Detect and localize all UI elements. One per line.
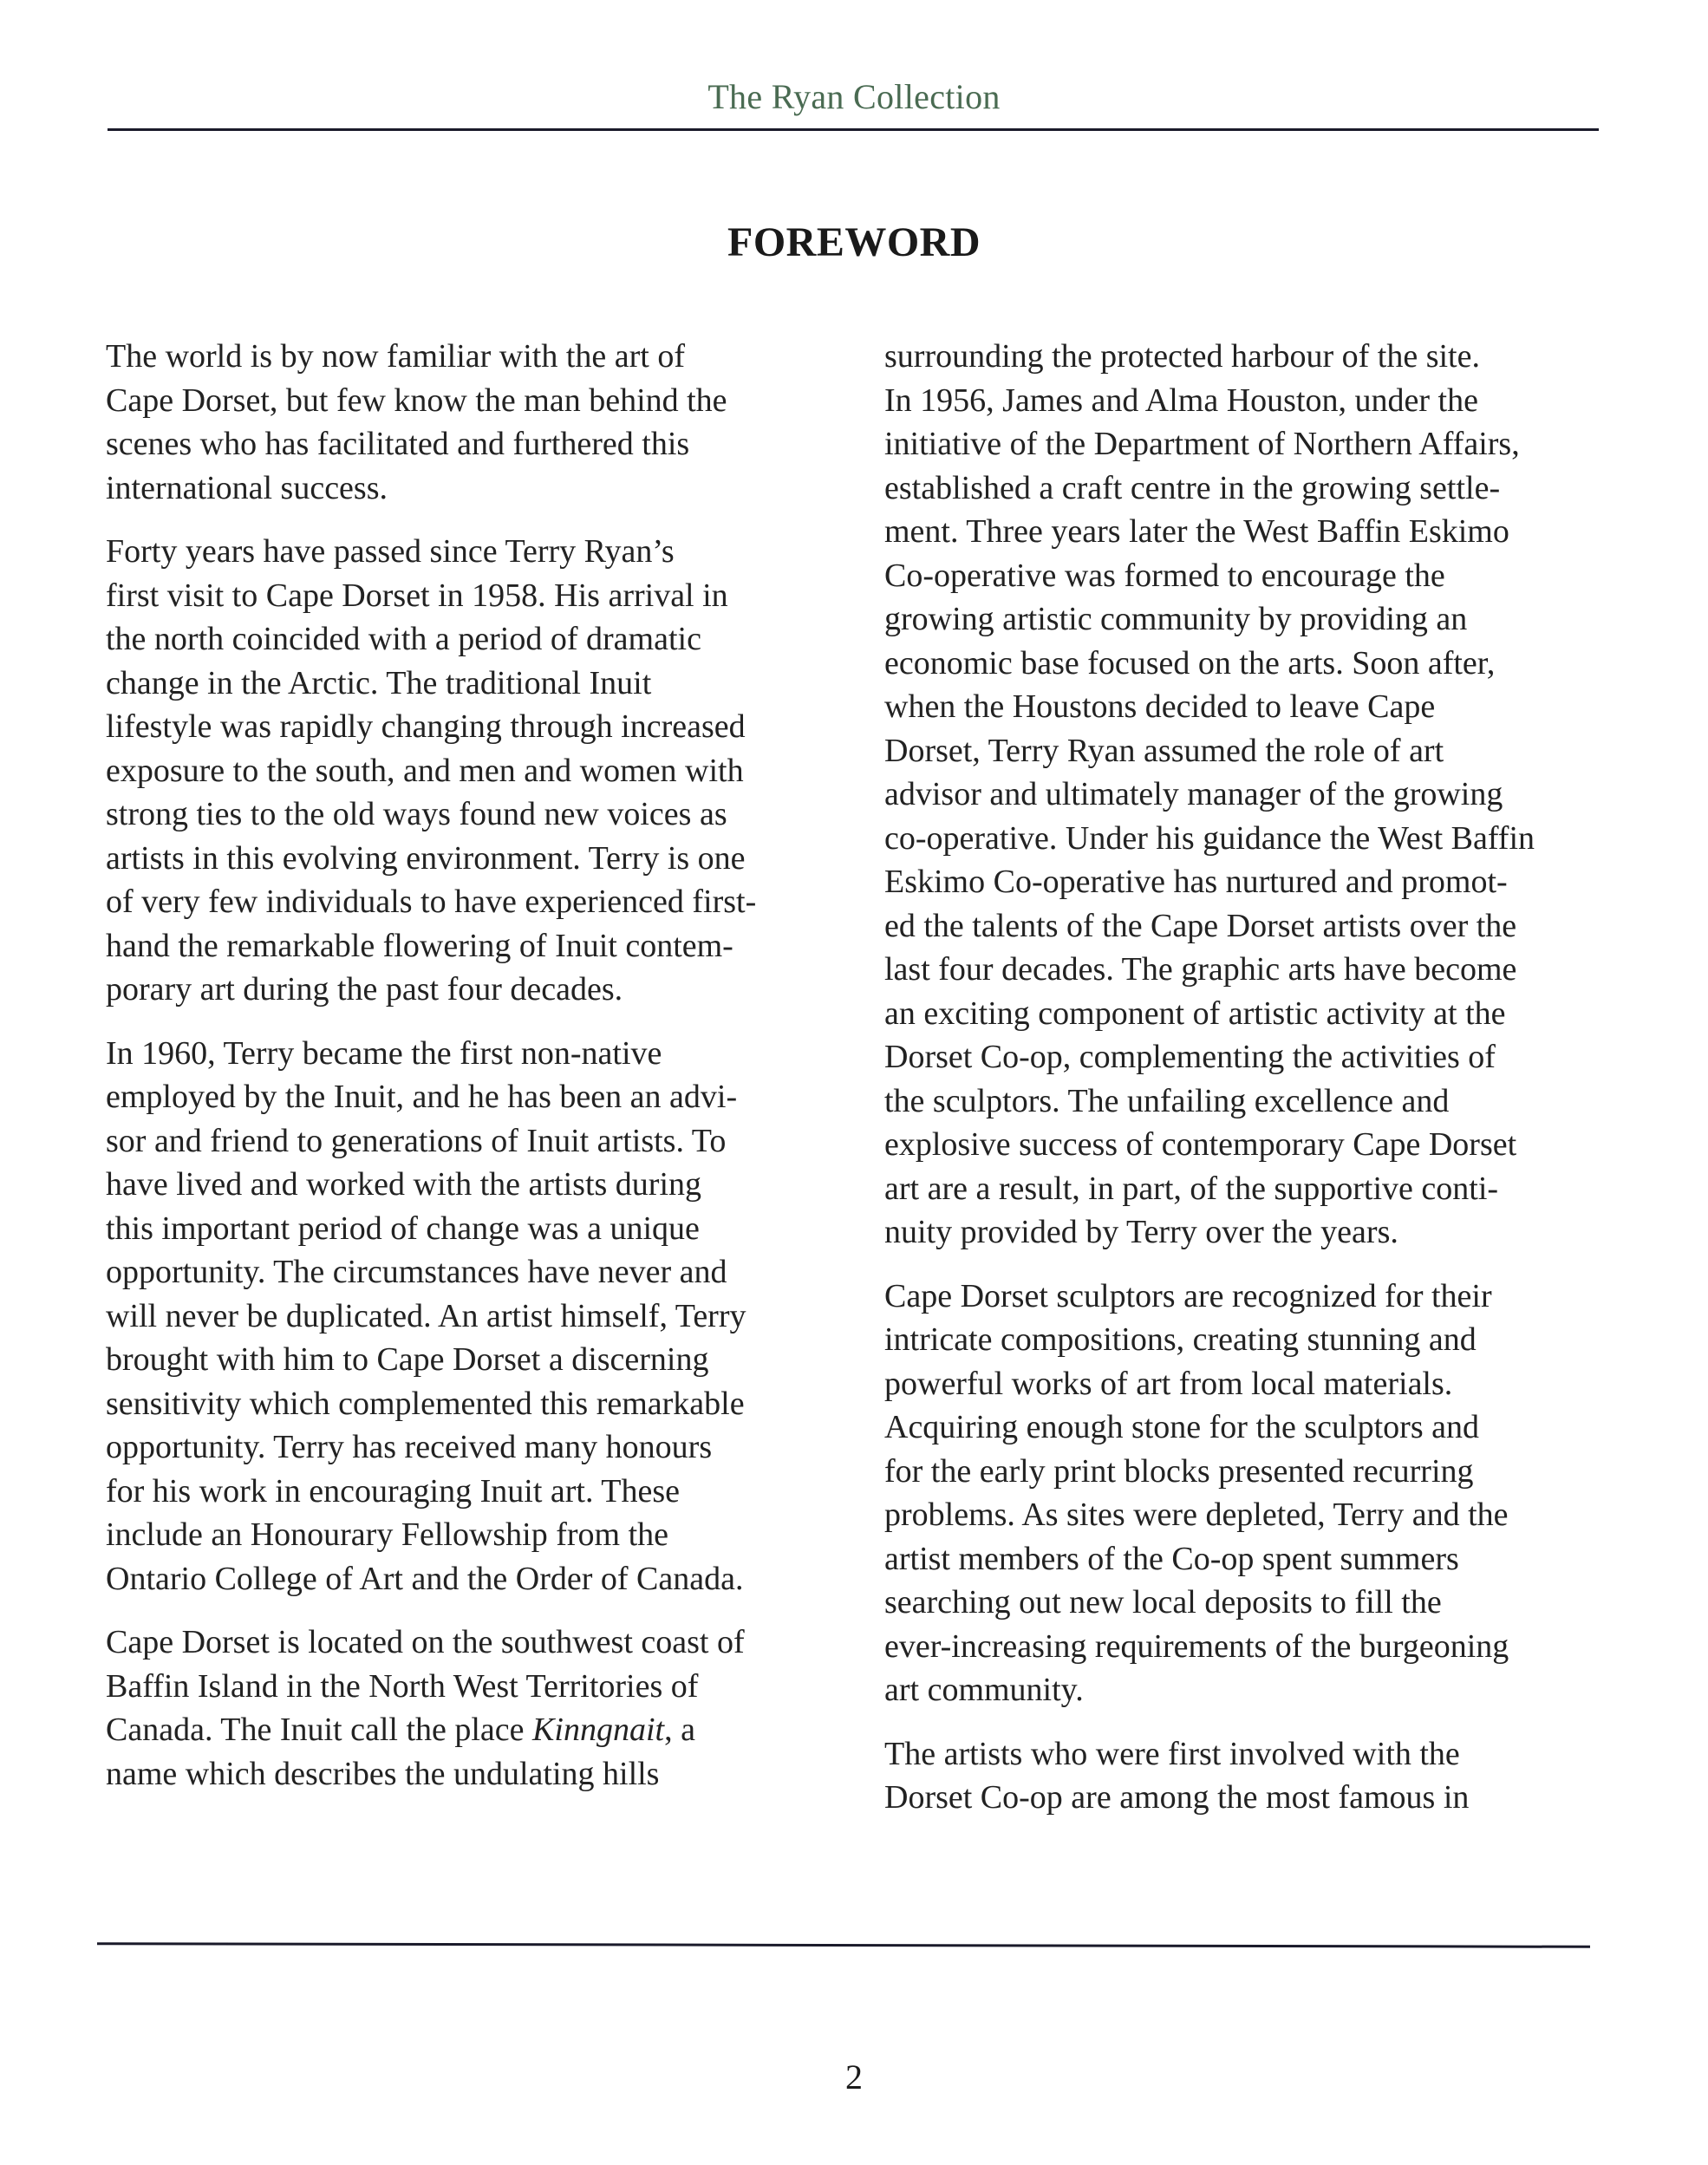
footer-rule bbox=[97, 1942, 1590, 1948]
left-column bbox=[106, 335, 825, 1816]
text-line: In 1956, James and Alma Houston, under the bbox=[884, 381, 1478, 419]
text-line: Forty years have passed since Terry Ryan’s bbox=[106, 533, 675, 570]
text-line: ever-increasing requirements of the burgeoning bbox=[884, 1627, 1509, 1665]
text-line: Cape Dorset sculptors are recognized for their bbox=[884, 1277, 1492, 1314]
text-line: last four decades. The graphic arts have become bbox=[884, 951, 1517, 988]
text-line: In 1960, Terry became the first non-native bbox=[106, 1034, 662, 1072]
italic-place-name: Kinngnait bbox=[532, 1712, 665, 1748]
text-line: exposure to the south, and men and women with bbox=[106, 752, 744, 789]
text-line: an exciting component of artistic activity at the bbox=[884, 994, 1506, 1032]
text-line: employed by the Inuit, and he has been an advi- bbox=[106, 1079, 738, 1115]
text-line: initiative of the Department of Northern Affairs, bbox=[884, 426, 1520, 462]
text-line: surrounding the protected harbour of the site. bbox=[884, 338, 1480, 375]
text-line: Dorset, Terry Ryan assumed the role of art bbox=[884, 732, 1444, 769]
text-line: artists in this evolving environment. Terry is one bbox=[106, 839, 746, 877]
text-line: explosive success of contemporary Cape Dorset bbox=[884, 1126, 1517, 1163]
text-line: established a craft centre in the growing settle- bbox=[884, 469, 1501, 506]
text-line: Cape Dorset, but few know the man behind the bbox=[106, 381, 727, 419]
text-line: searching out new local deposits to fill the bbox=[884, 1584, 1442, 1620]
text-line: change in the Arctic. The traditional Inuit bbox=[106, 664, 652, 701]
text-line: Ontario College of Art and the Order of Canada. bbox=[106, 1560, 744, 1597]
text-line: when the Houstons decided to leave Cape bbox=[884, 688, 1436, 725]
text-line: for the early print blocks presented recurring bbox=[884, 1452, 1474, 1490]
text-line: for his work in encouraging Inuit art. These bbox=[106, 1472, 681, 1510]
text-line: porary art during the past four decades. bbox=[106, 971, 623, 1008]
text-line: co-operative. Under his guidance the West Baffin bbox=[884, 819, 1535, 857]
text-line: sensitivity which complemented this remarkable bbox=[106, 1385, 745, 1422]
text-line: brought with him to Cape Dorset a discerning bbox=[106, 1341, 709, 1378]
text-line: name which describes the undulating hills bbox=[106, 1755, 660, 1792]
text-line: of very few individuals to have experienced first- bbox=[106, 884, 757, 920]
paragraph bbox=[884, 1275, 1604, 1712]
text-line bbox=[106, 1708, 825, 1752]
header-rule bbox=[108, 128, 1599, 131]
text-line: the north coincided with a period of dramatic bbox=[106, 621, 701, 657]
paragraph bbox=[884, 335, 1604, 1255]
text-line: problems. As sites were depleted, Terry and the bbox=[884, 1497, 1509, 1533]
text-line: advisor and ultimately manager of the growing bbox=[884, 776, 1503, 812]
paragraph bbox=[106, 1620, 825, 1796]
text-line: lifestyle was rapidly changing through increased bbox=[106, 708, 746, 745]
text-line: Cape Dorset is located on the southwest coast of bbox=[106, 1624, 745, 1660]
text-line: opportunity. Terry has received many honours bbox=[106, 1429, 713, 1465]
text-line: the sculptors. The unfailing excellence and bbox=[884, 1082, 1450, 1119]
text-line: growing artistic community by providing an bbox=[884, 601, 1468, 637]
text-line: Dorset Co-op are among the most famous in bbox=[884, 1779, 1470, 1816]
page-number: 2 bbox=[845, 2057, 863, 2097]
text-line: hand the remarkable flowering of Inuit contem- bbox=[106, 927, 733, 964]
text-line: nuity provided by Terry over the years. bbox=[884, 1214, 1398, 1250]
paragraph bbox=[106, 1032, 825, 1601]
text-line: art community. bbox=[884, 1672, 1084, 1708]
text-line: The world is by now familiar with the art of bbox=[106, 338, 686, 375]
text-line: sor and friend to generations of Inuit artists. To bbox=[106, 1122, 727, 1159]
text-line: art are a result, in part, of the supportive conti- bbox=[884, 1170, 1499, 1207]
text-line: powerful works of art from local materials. bbox=[884, 1365, 1453, 1402]
text-line: will never be duplicated. An artist himself, Terry bbox=[106, 1297, 746, 1334]
section-title: FOREWORD bbox=[727, 219, 981, 265]
text-fragment: Canada. The Inuit call the place bbox=[106, 1712, 533, 1748]
text-line: ed the talents of the Cape Dorset artists over the bbox=[884, 907, 1517, 944]
text-line: economic base focused on the arts. Soon after, bbox=[884, 644, 1496, 681]
text-line: include an Honourary Fellowship from the bbox=[106, 1516, 669, 1553]
text-line: The artists who were first involved with the bbox=[884, 1735, 1460, 1772]
text-line: first visit to Cape Dorset in 1958. His arrival in bbox=[106, 577, 728, 614]
text-line: have lived and worked with the artists during bbox=[106, 1166, 702, 1203]
paragraph bbox=[884, 1732, 1604, 1820]
text-line: Co-operative was formed to encourage the bbox=[884, 557, 1445, 594]
text-line: Eskimo Co-operative has nurtured and promot- bbox=[884, 864, 1508, 900]
text-line: Dorset Co-op, complementing the activities of bbox=[884, 1039, 1496, 1075]
paragraph bbox=[106, 530, 825, 1012]
text-line: international success. bbox=[106, 469, 388, 506]
paragraph bbox=[106, 335, 825, 510]
running-header-title: The Ryan Collection bbox=[707, 77, 1001, 116]
text-line: strong ties to the old ways found new voices as bbox=[106, 796, 727, 832]
text-fragment: , a bbox=[664, 1712, 695, 1748]
right-column bbox=[884, 335, 1604, 1840]
text-line: this important period of change was a unique bbox=[106, 1210, 700, 1247]
text-line: Acquiring enough stone for the sculptors and bbox=[884, 1409, 1479, 1445]
text-line: artist members of the Co-op spent summers bbox=[884, 1540, 1459, 1577]
text-line: intricate compositions, creating stunning and bbox=[884, 1321, 1477, 1358]
text-line: scenes who has facilitated and furthered this bbox=[106, 426, 690, 462]
text-line: ment. Three years later the West Baffin Eskimo bbox=[884, 513, 1509, 550]
text-line: opportunity. The circumstances have never and bbox=[106, 1254, 727, 1290]
text-line: Baffin Island in the North West Territories of bbox=[106, 1667, 699, 1705]
